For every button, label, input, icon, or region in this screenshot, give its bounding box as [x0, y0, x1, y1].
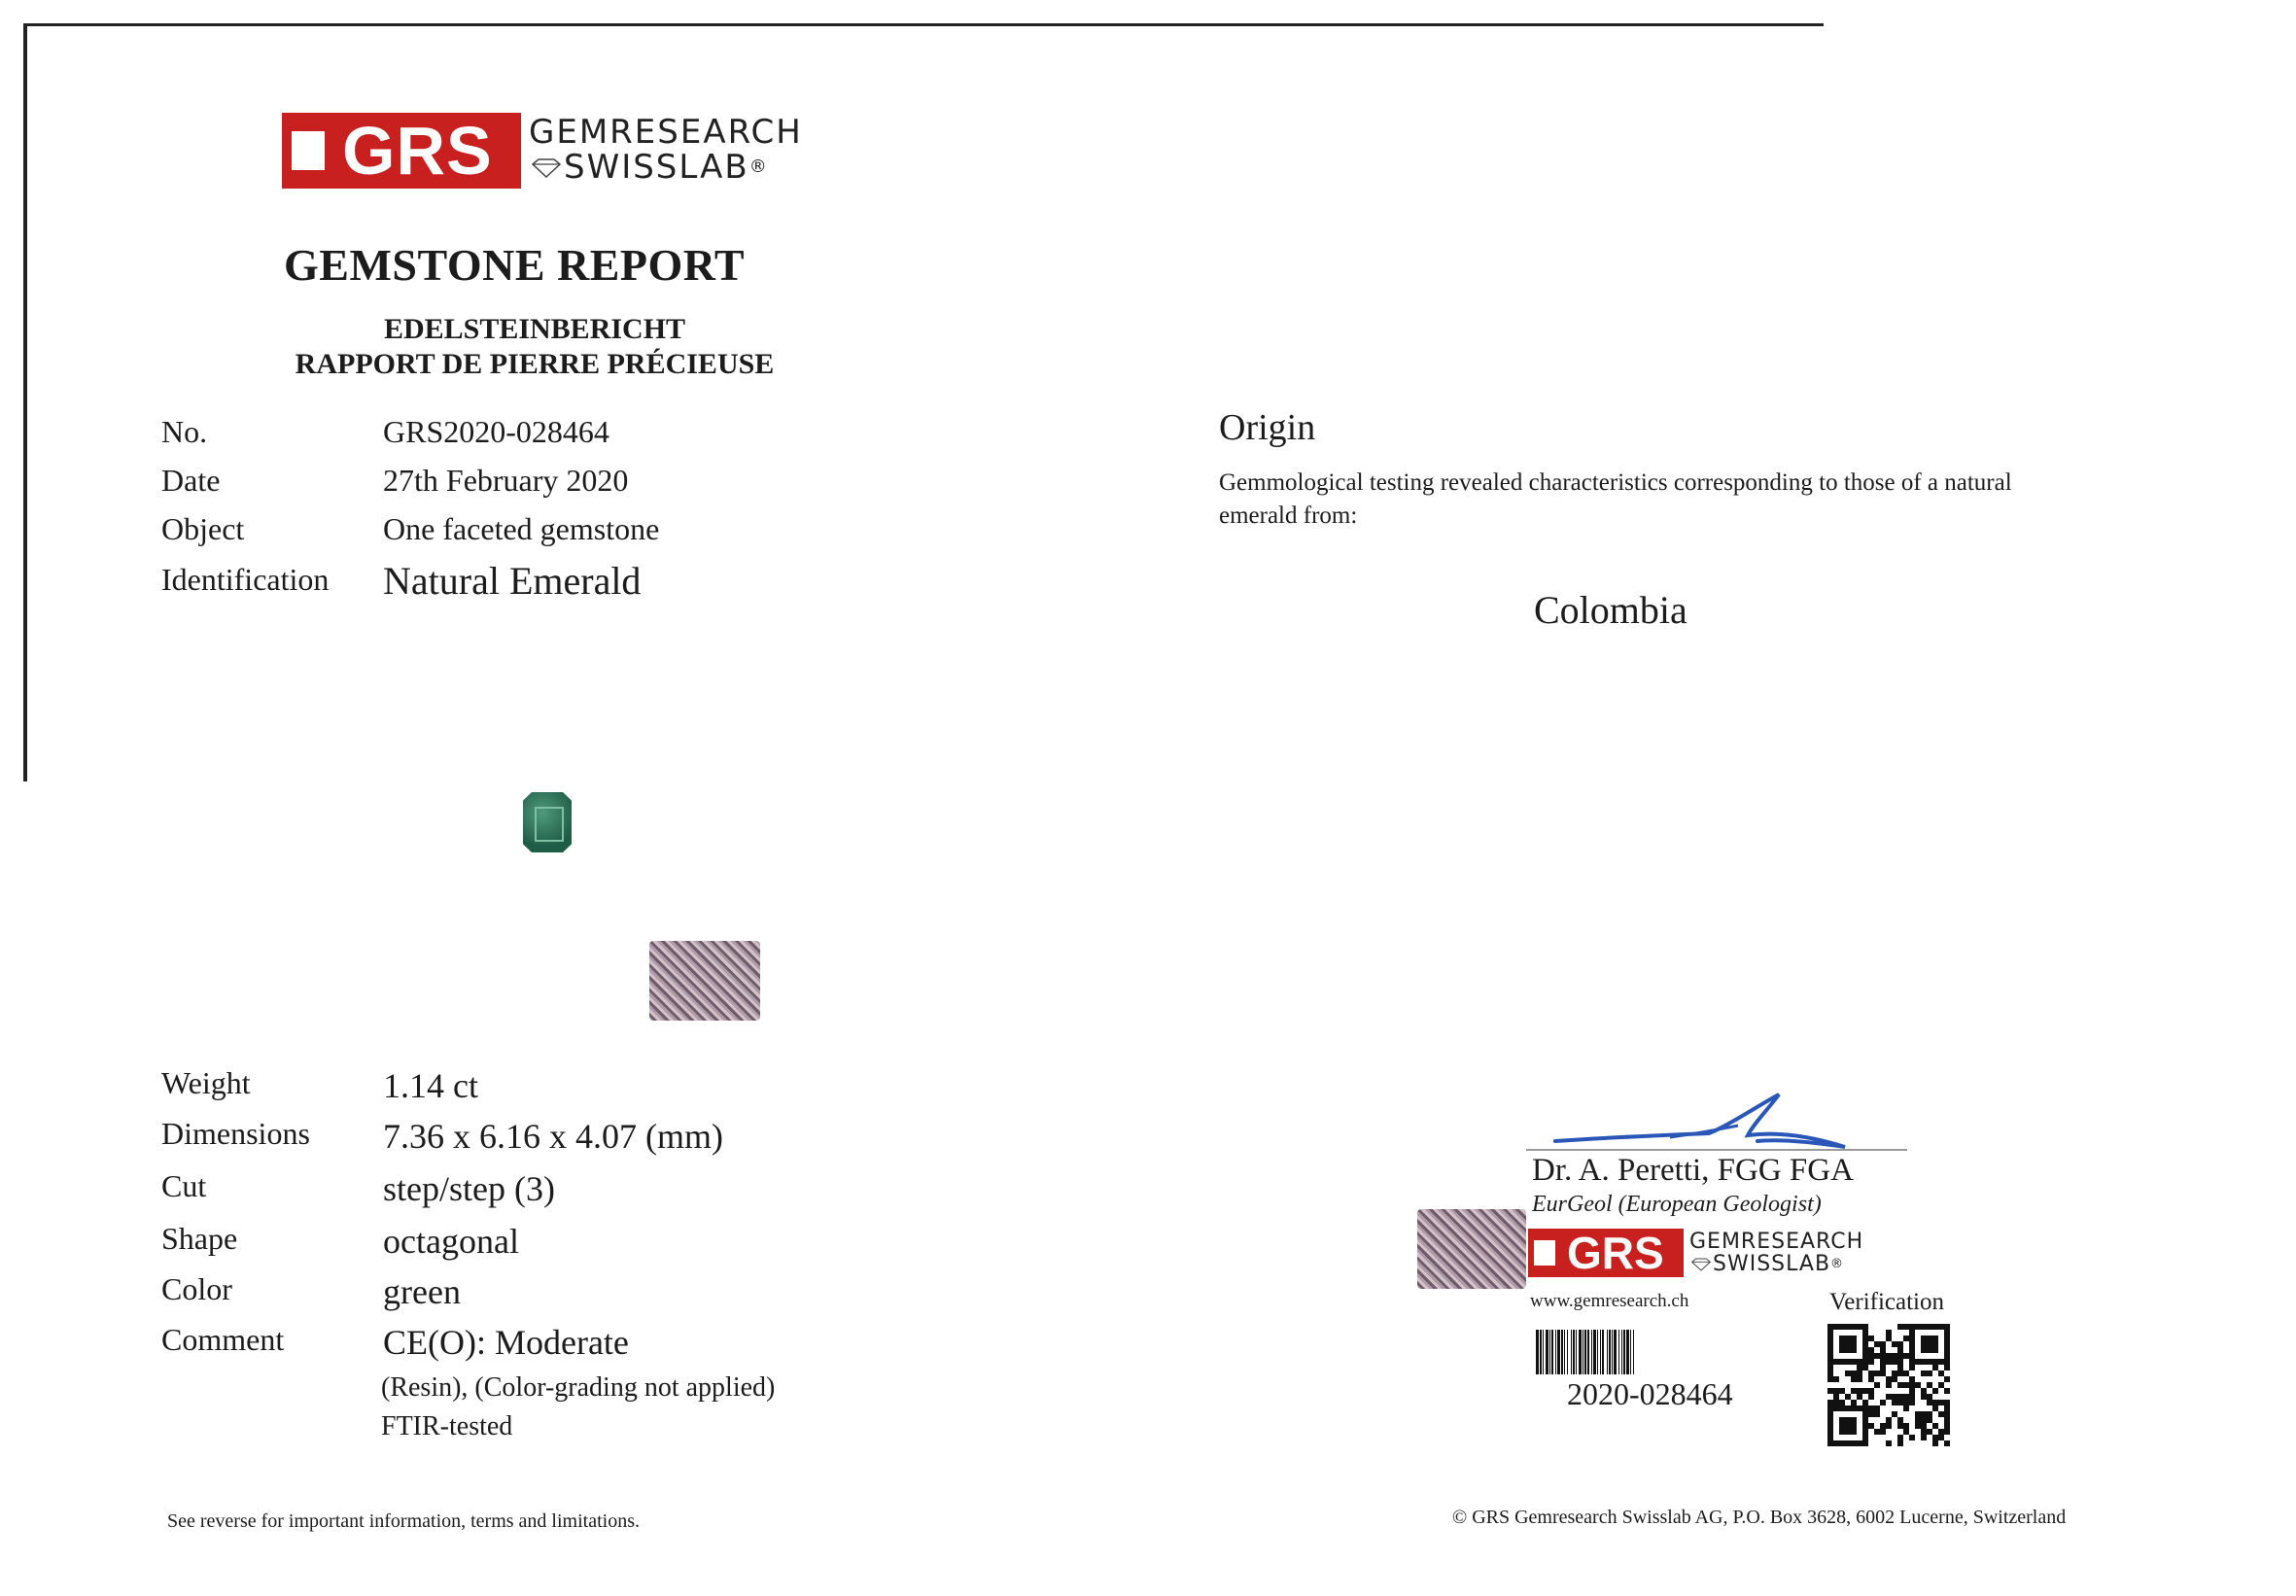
no-label: No.: [161, 414, 208, 449]
origin-text: Gemmological testing revealed characteristics corresponding to those of a natural emerald from:: [1219, 469, 2012, 529]
comment-note-2: FTIR-tested: [381, 1411, 513, 1441]
logo-line2-row: [529, 148, 803, 187]
logo-line2: SWISSLAB: [564, 148, 749, 187]
shape-value: octagonal: [383, 1222, 519, 1261]
logo-small-line2: SWISSLAB: [1713, 1252, 1831, 1276]
gemstone-table-facet: [535, 807, 564, 842]
registered-mark-small: ®: [1830, 1256, 1845, 1271]
weight-label: Weight: [161, 1065, 251, 1100]
object-value: One faceted gemstone: [383, 511, 660, 546]
object-label: Object: [161, 511, 245, 546]
grs-logo-box: [282, 113, 521, 189]
identification-value: Natural Emerald: [383, 559, 642, 603]
cut-value: step/step (3): [383, 1169, 555, 1208]
report-subtitle-fr: RAPPORT DE PIERRE PRÉCIEUSE: [295, 348, 775, 380]
diamond-icon: [529, 158, 564, 178]
date-label: Date: [161, 463, 221, 498]
swiss-cross-icon: [292, 131, 325, 170]
barcode-bar: [1634, 1330, 1636, 1374]
comment-value: CE(O): Moderate: [383, 1323, 629, 1362]
grs-logo-small-mark: GRS: [1567, 1228, 1664, 1278]
date-value: 27th February 2020: [383, 463, 629, 498]
barcode: [1536, 1330, 1781, 1374]
report-title: GEMSTONE REPORT: [284, 240, 746, 290]
verification-qr-code[interactable]: [1827, 1324, 1950, 1446]
barcode-number: 2020-028464: [1567, 1376, 1733, 1411]
comment-label: Comment: [161, 1322, 285, 1357]
security-hologram: [649, 941, 760, 1021]
footer-copyright: © GRS Gemresearch Swisslab AG, P.O. Box 3628, 6002 Lucerne, Switzerland: [1452, 1507, 2067, 1528]
registered-mark: ®: [748, 156, 769, 178]
page-edge-top: [25, 23, 1824, 26]
comment-note-1: (Resin), (Color-grading not applied): [381, 1372, 776, 1403]
logo-small-line1: GEMRESEARCH: [1689, 1229, 1864, 1254]
logo-small-line2-row: [1689, 1253, 1863, 1275]
signature-icon: [1553, 1087, 1874, 1155]
page-edge-left: [23, 23, 27, 781]
signatory-title: EurGeol (European Geologist): [1532, 1192, 1822, 1217]
signatory-name: Dr. A. Peretti, FGG FGA: [1532, 1153, 1854, 1188]
dimensions-label: Dimensions: [161, 1116, 310, 1151]
color-value: green: [383, 1272, 461, 1311]
swiss-cross-icon-small: [1534, 1240, 1555, 1266]
grs-logo-small: [1528, 1229, 1863, 1277]
identification-label: Identification: [161, 562, 330, 597]
weight-value: 1.14 ct: [383, 1066, 478, 1105]
verification-label: Verification: [1829, 1289, 1945, 1315]
report-subtitle-de: EDELSTEINBERICHT: [383, 313, 686, 345]
logo-line1: GEMRESEARCH: [529, 113, 803, 153]
dimensions-value: 7.36 x 6.16 x 4.07 (mm): [383, 1117, 723, 1156]
grs-logo-mark: GRS: [342, 113, 493, 189]
website-link[interactable]: www.gemresearch.ch: [1530, 1291, 1689, 1311]
diamond-icon-small: [1689, 1258, 1713, 1271]
cut-label: Cut: [161, 1168, 207, 1203]
grs-logo-small-words: [1689, 1231, 1863, 1275]
signature-line: [1526, 1149, 1907, 1151]
color-label: Color: [161, 1271, 232, 1306]
origin-country: Colombia: [1534, 588, 1687, 632]
grs-logo: [282, 113, 803, 189]
footer-terms-note: See reverse for important information, terms and limitations.: [167, 1510, 640, 1532]
security-hologram-2: [1417, 1209, 1526, 1289]
origin-heading: Origin: [1219, 407, 1316, 448]
no-value: GRS2020-028464: [383, 414, 609, 449]
grs-logo-words: [529, 113, 803, 187]
shape-label: Shape: [161, 1221, 238, 1256]
grs-logo-small-box: [1528, 1229, 1684, 1277]
